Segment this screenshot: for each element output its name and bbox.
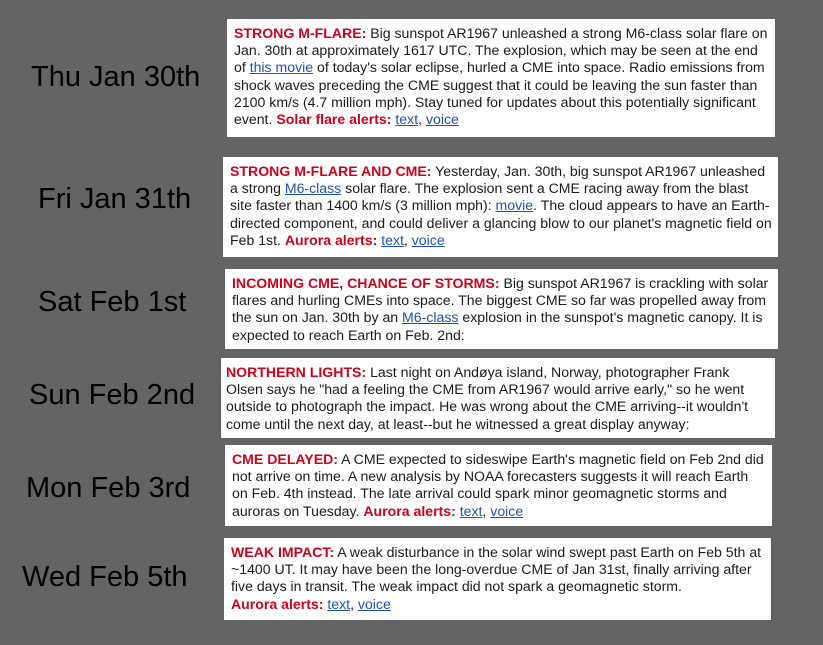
news-card-feb-5: WEAK IMPACT: A weak disturbance in the solar wind swept past Earth on Feb 5th at ~1400 UT. It may have been the long-overdue CME of Jan 31st, finally arriving after five days in transit. The weak impact did not spark a geomagnetic storm. Aurora alerts: text, voice xyxy=(224,538,771,620)
date-label-jan-30: Thu Jan 30th xyxy=(31,61,201,93)
date-label-feb-2: Sun Feb 2nd xyxy=(29,379,196,411)
body-text: . The cloud appears to have an Earth-directed component, and could deliver a glancing blow to our planet's magnetic field on Feb 1st. xyxy=(230,197,772,248)
body-text: Yesterday, Jan. 30th, big sunspot AR1967 unleashed a strong xyxy=(230,163,766,197)
headline: NORTHERN LIGHTS: xyxy=(226,364,367,380)
headline: INCOMING CME, CHANCE OF STORMS: xyxy=(232,275,500,291)
alerts-label: Aurora alerts: xyxy=(231,595,324,612)
news-card-jan-30: STRONG M-FLARE: Big sunspot AR1967 unleashed a strong M6-class solar flare on Jan. 30th at approximately 1617 UTC. The explosion, which may be seen at the end of this movie of today's solar eclipse, hurled a CME into space. Radio emissions from shock waves preceding the CME suggest that it could be leaving the sun faster than 2100 km/s (4.7 million mph). Stay tuned for updates about this potentially significant event. Solar flare alerts: text, voice xyxy=(227,19,775,137)
news-card-feb-1 xyxy=(225,269,778,349)
voice-alert-link[interactable]: voice xyxy=(490,502,524,519)
body-text: Last night on Andøya island, Norway, photographer Frank Olsen says he "had a feeling the CME from AR1967 would arrive early," so he went outside to photograph the impact. He was wrong about the CME arriving--it wouldn't come until the next day, at least--but he witnessed a great display anyway: xyxy=(226,364,749,432)
body-text: explosion in the sunspot's magnetic canopy. It is expected to reach Earth on Feb. 2nd: xyxy=(232,309,763,343)
news-card-feb-3: CME DELAYED: A CME expected to sideswipe Earth's magnetic field on Feb 2nd did not arrive on time. A new analysis by NOAA forecasters suggests it will reach Earth on Feb. 4th instead. The late arrival could spark minor geomagnetic storms and auroras on Tuesday. Aurora alerts: text, voice xyxy=(225,445,772,526)
body-text: A CME expected to sideswipe Earth's magnetic field on Feb 2nd did not arrive on time. A new analysis by NOAA forecasters suggests it will reach Earth on Feb. 4th instead. The late arrival could spark minor geomagnetic storms and auroras on Tuesday. xyxy=(232,451,764,519)
body-text: of today's solar eclipse, hurled a CME into space. Radio emissions from shock waves preceding the CME suggest that it could be leaving the sun faster than 2100 km/s (4.7 million mph). Stay tuned for updates about this potentially significant event. xyxy=(234,59,765,128)
voice-alert-link[interactable]: voice xyxy=(357,595,391,612)
headline: STRONG M-FLARE: xyxy=(234,25,367,41)
m6-class-link[interactable]: M6-class xyxy=(284,180,342,197)
headline: WEAK IMPACT: xyxy=(231,544,335,560)
text-alert-link[interactable]: text xyxy=(327,595,351,612)
text-alert-link[interactable]: text xyxy=(459,502,483,519)
body-text: solar flare. The explosion sent a CME racing away from the blast site faster than 1400 km/s (3 million mph): xyxy=(230,180,749,214)
date-label-feb-1: Sat Feb 1st xyxy=(38,286,187,318)
text-alert-link[interactable]: text xyxy=(395,111,419,128)
date-label-jan-31: Fri Jan 31th xyxy=(38,183,192,215)
news-card-jan-31: STRONG M-FLARE AND CME: Yesterday, Jan. 30th, big sunspot AR1967 unleashed a strong M6-class solar flare. The explosion sent a CME racing away from the blast site faster than 1400 km/s (3 million mph): movie. The cloud appears to have an Earth-directed component, and could deliver a glancing blow to our planet's magnetic field on Feb 1st. Aurora alerts: text, voice xyxy=(223,157,778,257)
alerts-label: Solar flare alerts: xyxy=(276,111,392,128)
headline: STRONG M-FLARE AND CME: xyxy=(230,163,432,179)
voice-alert-link[interactable]: voice xyxy=(425,111,459,128)
voice-alert-link[interactable]: voice xyxy=(411,231,445,248)
movie-link[interactable]: this movie xyxy=(249,59,314,76)
date-label-feb-5: Wed Feb 5th xyxy=(22,561,188,593)
body-text: Big sunspot AR1967 is crackling with solar flares and hurling CMEs into space. The biggest CME so far was propelled away from the sun on Jan. 30th by an xyxy=(232,275,769,326)
alerts-label: Aurora alerts: xyxy=(363,502,456,519)
body-text: A weak disturbance in the solar wind swept past Earth on Feb 5th at ~1400 UT. It may have been the long-overdue CME of Jan 31st, finally arriving after five days in transit. The weak impact did not spark a geomagnetic storm. xyxy=(231,544,762,595)
movie-link[interactable]: movie xyxy=(495,197,534,214)
m6-class-link[interactable]: M6-class xyxy=(402,309,459,326)
news-card-feb-2 xyxy=(221,358,775,438)
alerts-label: Aurora alerts: xyxy=(284,231,378,248)
text-alert-link[interactable]: text xyxy=(381,231,404,248)
headline: CME DELAYED: xyxy=(232,451,338,467)
body-text: Big sunspot AR1967 unleashed a strong M6-class solar flare on Jan. 30th at approximately 1617 UTC. The explosion, which may be seen at the end of xyxy=(234,25,768,76)
date-label-feb-3: Mon Feb 3rd xyxy=(26,472,191,504)
